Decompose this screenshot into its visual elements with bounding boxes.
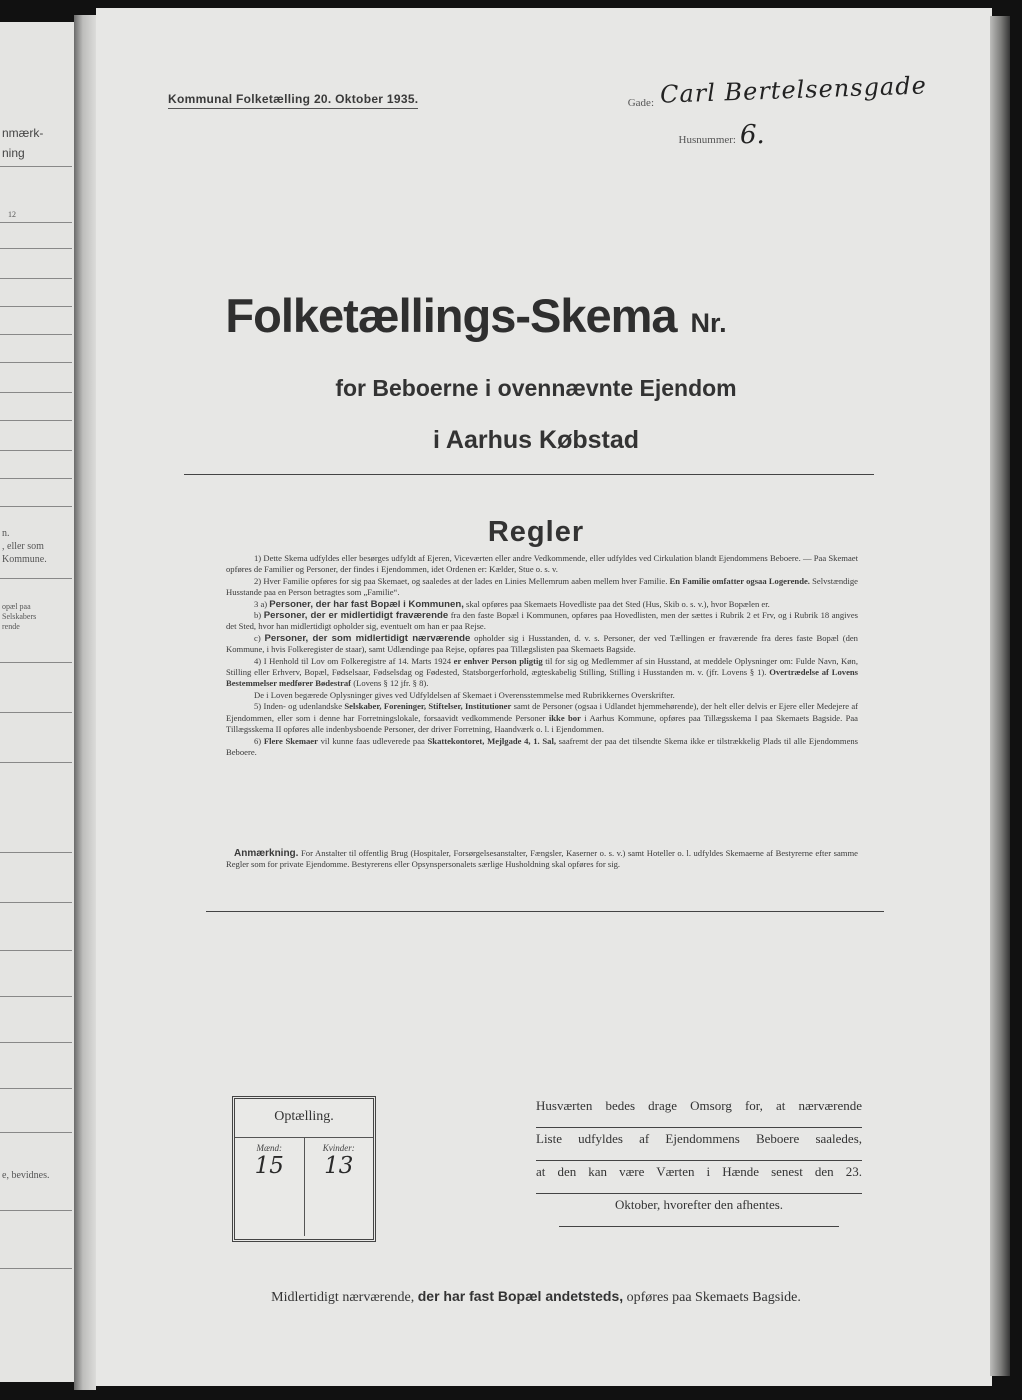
left-page-rule [0, 1210, 72, 1211]
left-page-rule [0, 166, 72, 167]
left-page-text: Kommune. [2, 554, 47, 565]
left-page-text: n. [2, 528, 10, 539]
left-page-rule [0, 1268, 72, 1269]
street-label: Gade: [627, 97, 654, 109]
left-page-rule [0, 306, 72, 307]
left-page-text: ning [2, 146, 25, 160]
form-subtitle: for Beboerne i ovennævnte Ejendom [335, 375, 737, 401]
rule-5: 5) Inden- og udenlandske Selskaber, Foreninger, Stiftelser, Institutioner samt de Personer (ogsaa i Udlandet hjemmehørende), der helt eller delvis er Ejere eller Medejere af Ejendommen, eller som i denne har Forretningslokale, forsaavidt vedkommende Personer ikke bor i Aarhus Kommune, opføres paa Tillægsskema I paa Skemaets Bagside. Paa Tillægsskema II opføres alle indenbysboende Personer, der driver Forretning, Haandværk o. l. i Ejendommen. [226, 701, 859, 735]
left-page-rule [0, 852, 72, 853]
form-number-label: Nr. [690, 308, 727, 338]
left-page-rule [0, 248, 72, 249]
left-page-rule [0, 222, 72, 223]
left-page-rule [0, 950, 72, 951]
census-form-page [96, 8, 992, 1386]
left-page-fragment [0, 22, 74, 1382]
house-number-handwritten: 6. [740, 120, 765, 150]
notice-line: Liste udfyldes af Ejendommens Beboere saaledes, [536, 1128, 862, 1161]
left-page-rule [0, 1132, 72, 1133]
left-page-text: rende [2, 622, 20, 631]
rule-4: 4) I Henhold til Lov om Folkeregistre af 14. Marts 1924 er enhver Person pligtig til for sig og Medlemmer af sin Husstand, at meddele Oplysninger om: Fulde Navn, Køn, Stilling eller Erhverv, Bopæl, Fødselsaar, Fødselsdag og Fødested, Statsborgerforhold, ægteskabelig Stilling, Stilling i Husstanden m. v. (jfr. Lovens § 1). Overtrædelse af Lovens Bestemmelser medfører Bødestraf (Lovens § 12 jfr. § 8). [226, 655, 859, 689]
left-page-rule [0, 1088, 72, 1089]
rule-3a: 3 a) Personer, der har fast Bopæl i Kommunen, skal opføres paa Skemaets Hovedliste paa det Sted (Hus, Skib o. s. v.), hvor Bopælen er. [254, 598, 770, 610]
divider-top [184, 474, 874, 475]
rule-3c: c) Personer, der som midlertidigt nærværende opholder sig i Husstanden, d. v. s. Personer, der ved Tællingen er fraværende fra deres faste Bopæl (den Kommune, i hvis Folkeregister de staar), samt Udlændinge paa Rejse, opføres paa Tillægslisten paa Skemaets Bagside. [226, 632, 858, 655]
left-page-rule [0, 450, 72, 451]
annotation-label: Anmærkning. [234, 848, 299, 859]
left-page-rule [0, 506, 72, 507]
rule-4-note: De i Loven begærede Oplysninger gives ved Udfyldelsen af Skemaet i Overensstemmelse med Rubrikkernes Overskrifter. [254, 689, 675, 700]
left-page-text: opæl paa [2, 602, 31, 611]
landlord-notice [536, 1095, 862, 1227]
divider-bottom [206, 911, 884, 912]
left-page-rule [0, 578, 72, 579]
form-title-main: Folketællings-Skema [225, 289, 677, 342]
left-page-rule [0, 334, 72, 335]
left-page-rule [0, 478, 72, 479]
rule-3b: b) Personer, der er midlertidigt fraværende fra den faste Bopæl i Kommunen, opføres paa Hovedlisten, men der sættes i Rubrik 2 et Frv, og i Rubrik 18 angives det Sted, hvor han midlertidigt opholder sig, eventuelt om han er paa Rejse. [226, 610, 858, 632]
left-page-rule [0, 902, 72, 903]
annotation-note [226, 848, 858, 871]
left-page-text: , eller som [2, 541, 44, 552]
rule-6: 6) Flere Skemaer vil kunne faas udleverede paa Skattekontoret, Mejlgade 4, 1. Sal, saafremt der paa det tilsendte Skema ikke er tilstrækkelig Plads til alle Ejendommens Beboere. [226, 735, 859, 757]
men-label: Mænd: [256, 1143, 282, 1153]
left-page-rule [0, 392, 72, 393]
notice-line: Oktober, hvorefter den afhentes. [559, 1194, 839, 1227]
left-page-rule [0, 278, 72, 279]
street-handwritten: Carl Bertelsensgade [659, 71, 928, 109]
left-page-text: nmærk- [2, 126, 44, 140]
left-page-text: e, bevidnes. [2, 1170, 50, 1181]
left-page-rule [0, 1042, 72, 1043]
left-page-rule [0, 420, 72, 421]
annotation-text: For Anstalter til offentlig Brug (Hospitaler, Forsørgelsesanstalter, Fængsler, Kaserner o. s. v.) samt Hoteller o. l. udfyldes Skemaerne af Bestyrerne efter samme Regler som for private Ejendomme. Bestyrerens eller Opsynspersonalets særlige Husholdning skal opføres for sig. [226, 848, 858, 870]
women-count [304, 1138, 374, 1236]
left-page-rule [0, 762, 72, 763]
rule-1: 1) Dette Skema udfyldes eller besørges udfyldt af Ejeren, Viceværten eller andre Vedkommende, eller udfyldes ved Cirkulation blandt Ejendommens Beboere. — Paa Skemaet opføres de Familier og Personer, der findes i Ejendommen, idet Ordenen er: Kælder, Stue o. s. v. [226, 553, 858, 575]
count-box [232, 1096, 376, 1242]
book-gutter [74, 15, 96, 1390]
footer-note: Midlertidigt nærværende, der har fast Bopæl andetsteds, opføres paa Skemaets Bagside. [271, 1288, 801, 1305]
left-page-rule [0, 662, 72, 663]
left-page-text: 12 [8, 210, 16, 219]
left-page-rule [0, 362, 72, 363]
census-header: Kommunal Folketælling 20. Oktober 1935. [168, 92, 418, 109]
rule-2: 2) Hver Familie opføres for sig paa Skemaet, og saaledes at der lades en Linies Mellemrum aaben mellem hver Familie. En Familie omfatter ogsaa Logerende. Selvstændige Husstande paa en Person betragtes som „Familie“. [226, 575, 858, 598]
notice-line: at den kan være Værten i Hænde senest den 23. [536, 1161, 862, 1194]
rules-text [226, 553, 858, 758]
rules-heading: Regler [487, 516, 585, 548]
men-value: 15 [254, 1153, 284, 1179]
notice-line: Husværten bedes drage Omsorg for, at nærværende [536, 1095, 862, 1128]
form-title [96, 288, 856, 343]
count-box-title: Optælling. [235, 1099, 373, 1138]
men-count [235, 1138, 304, 1236]
left-page-rule [0, 712, 72, 713]
left-page-text: Selskabers [2, 612, 37, 621]
page-edge [990, 16, 1010, 1376]
women-value: 13 [324, 1153, 354, 1179]
left-page-rule [0, 996, 72, 997]
house-number-label: Husnummer: [678, 134, 736, 146]
women-label: Kvinder: [322, 1143, 355, 1153]
form-location: i Aarhus Købstad [432, 426, 640, 454]
